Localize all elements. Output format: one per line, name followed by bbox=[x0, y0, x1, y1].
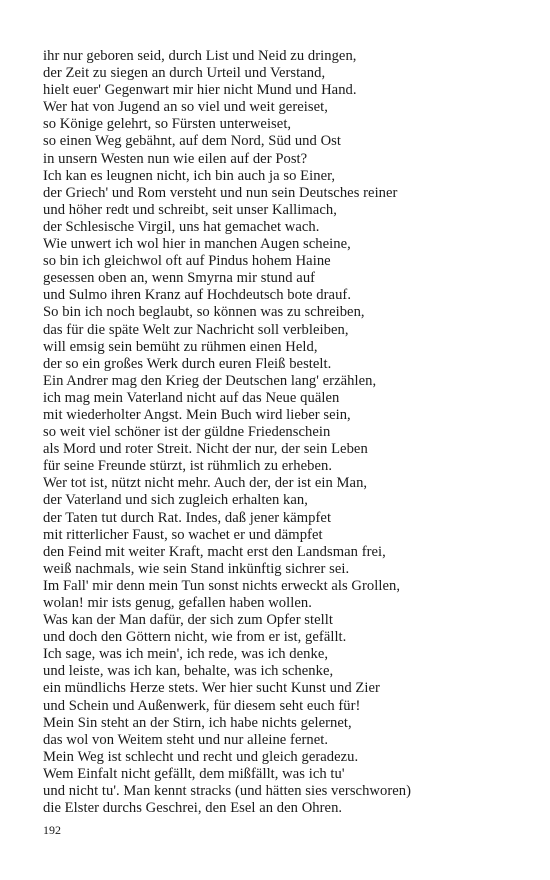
poem-line: mit ritterlicher Faust, so wachet er und dämpfet bbox=[43, 526, 323, 543]
poem-line: Mein Weg ist schlecht und recht und gleich geradezu. bbox=[43, 748, 359, 765]
poem-line: Mein Sin steht an der Stirn, ich habe nichts gelernet, bbox=[43, 714, 352, 731]
poem-line: hielt euer' Gegenwart mir hier nicht Mund und Hand. bbox=[43, 82, 357, 99]
poem-line: Wer hat von Jugend an so viel und weit gereiset, bbox=[43, 99, 328, 116]
poem-line: für seine Freunde stürzt, ist rühmlich zu erheben. bbox=[43, 458, 333, 475]
poem-line: ihr nur geboren seid, durch List und Neid zu dringen, bbox=[43, 48, 357, 64]
poem-line: und nicht tu'. Man kennt stracks (und hätten sies verschworen) bbox=[43, 783, 412, 800]
poem-line: Ich sage, was ich mein', ich rede, was ich denke, bbox=[43, 646, 329, 663]
poem-line: So bin ich noch beglaubt, so können was zu schreiben, bbox=[43, 304, 365, 321]
poem-line: Wer tot ist, nützt nicht mehr. Auch der, der ist ein Man, bbox=[43, 475, 368, 492]
poem-line: und Schein und Außenwerk, für diesem seht euch für! bbox=[43, 697, 361, 714]
poem-line: und Sulmo ihren Kranz auf Hochdeutsch bote drauf. bbox=[43, 287, 352, 304]
poem-line: Wie unwert ich wol hier in manchen Augen scheine, bbox=[43, 236, 351, 253]
poem-line: der Vaterland und sich zugleich erhalten kan, bbox=[43, 492, 308, 509]
poem-line: das wol von Weitem steht und nur alleine fernet. bbox=[43, 731, 329, 748]
poem-line: so Könige gelehrt, so Fürsten unterweiset, bbox=[43, 116, 292, 133]
poem-line: und höher redt und schreibt, seit unser Kallimach, bbox=[43, 201, 337, 218]
poem-line: mit wiederholter Angst. Mein Buch wird lieber sein, bbox=[43, 406, 351, 423]
poem-line: so einen Weg gebähnt, auf dem Nord, Süd und Ost bbox=[43, 133, 342, 150]
poem-line: ein mündlichs Herze stets. Wer hier sucht Kunst und Zier bbox=[43, 680, 380, 697]
poem-line: gesessen oben an, wenn Smyrna mir stund auf bbox=[43, 270, 316, 287]
poem-line: das für die späte Welt zur Nachricht soll verbleiben, bbox=[43, 321, 349, 338]
poem-line: der Griech' und Rom versteht und nun sein Deutsches reiner bbox=[43, 184, 398, 201]
poem-line: und leiste, was ich kan, behalte, was ich schenke, bbox=[43, 663, 334, 680]
poem-line: Im Fall' mir denn mein Tun sonst nichts erweckt als Grollen, bbox=[43, 577, 401, 594]
poem-line: so bin ich gleichwol oft auf Pindus hohem Haine bbox=[43, 253, 331, 270]
poem-line: den Feind mit weiter Kraft, macht erst den Landsman frei, bbox=[43, 543, 386, 560]
poem-line: und doch den Göttern nicht, wie from er ist, gefällt. bbox=[43, 629, 347, 646]
poem-line: der Taten tut durch Rat. Indes, daß jener kämpfet bbox=[43, 509, 332, 526]
poem-line: der Zeit zu siegen an durch Urteil und Verstand, bbox=[43, 65, 326, 82]
poem-line: will emsig sein bemüht zu rühmen einen Held, bbox=[43, 338, 318, 355]
poem-line: Ich kan es leugnen nicht, ich bin auch ja so Einer, bbox=[43, 167, 336, 184]
page-number: 192 bbox=[43, 823, 61, 837]
poem-line: Was kan der Man dafür, der sich zum Opfer stellt bbox=[43, 612, 333, 629]
poem-line: in unsern Westen nun wie eilen auf der Post? bbox=[43, 150, 308, 167]
poem-line: Ein Andrer mag den Krieg der Deutschen lang' erzählen, bbox=[43, 372, 377, 389]
poem-line: der so ein großes Werk durch euren Fleiß bestelt. bbox=[43, 355, 332, 372]
poem-line: wolan! mir ists genug, gefallen haben wollen. bbox=[43, 595, 312, 611]
poem-line: so weit viel schöner ist der güldne Friedenschein bbox=[43, 424, 331, 441]
poem-line: ich mag mein Vaterland nicht auf das Neue quälen bbox=[43, 389, 340, 406]
poem-text bbox=[43, 48, 523, 817]
poem-line: der Schlesische Virgil, uns hat gemachet wach. bbox=[43, 218, 320, 235]
poem-line: als Mord und roter Streit. Nicht der nur, der sein Leben bbox=[43, 441, 368, 458]
poem-line: Wem Einfalt nicht gefällt, dem mißfällt, was ich tu' bbox=[43, 765, 345, 782]
poem-line: die Elster durchs Geschrei, den Esel an den Ohren. bbox=[43, 800, 343, 817]
page-body bbox=[43, 48, 523, 817]
poem-line: weiß nachmals, wie sein Stand inkünftig sichrer sei. bbox=[43, 560, 350, 577]
